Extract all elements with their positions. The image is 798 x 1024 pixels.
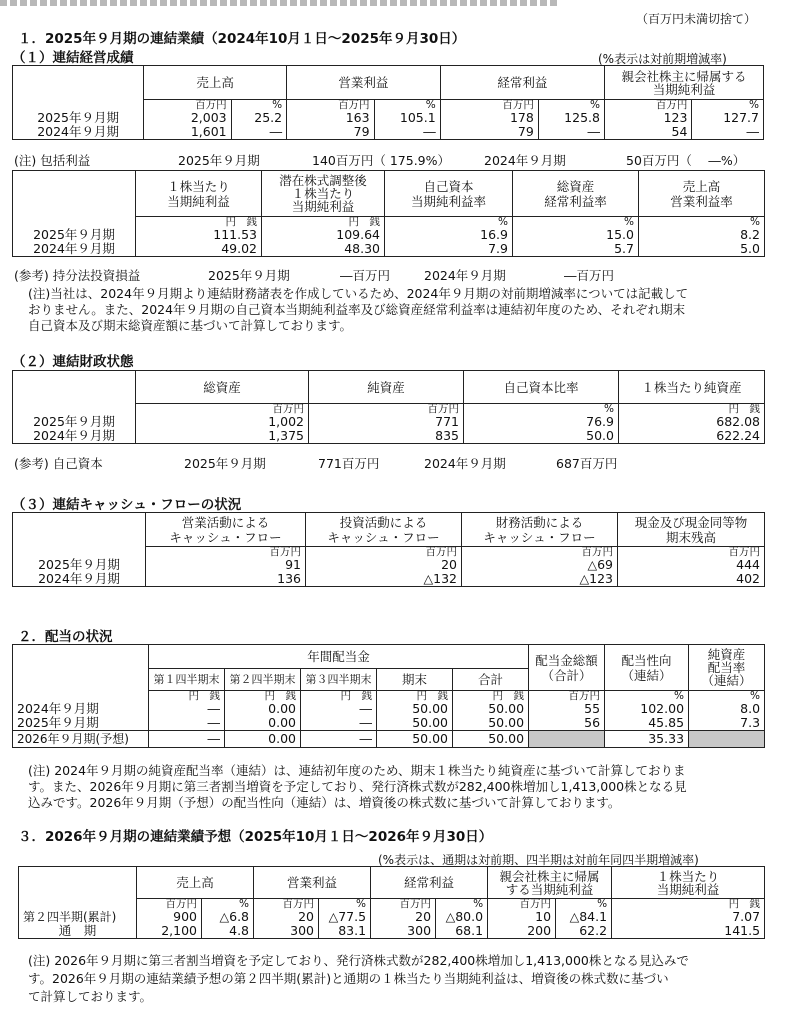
unit: 円 銭 [225, 691, 301, 703]
value-cell: 0.00 [225, 702, 301, 716]
value-cell: 68.1 [436, 924, 488, 939]
header-eps: １株当たり 当期純利益 [612, 867, 765, 899]
unit: 円 銭 [136, 217, 262, 229]
value-cell: ― [149, 716, 225, 731]
value-cell: 300 [254, 924, 319, 939]
header-dividend-on-equity: 純資産 配当率 （連結） [689, 645, 765, 691]
unit-note: （百万円未満切捨て） [636, 12, 757, 26]
value-cell: 444 [618, 558, 765, 572]
own-capital-year2: 2024年９月期 [424, 456, 506, 471]
unit: % [692, 100, 764, 112]
s1-note-line1: (注)当社は、2024年９月期より連結財務諸表を作成しているため、2024年９月期の対前期増減率については記載して [28, 286, 689, 301]
header-investing-cf: 投資活動による キャッシュ・フロー [306, 513, 462, 547]
value-cell: 50.00 [453, 702, 529, 716]
value-cell: 102.00 [605, 702, 689, 716]
value-cell: 105.1 [374, 111, 440, 125]
header-diluted-eps: 潜在株式調整後 １株当たり 当期純利益 [262, 171, 385, 217]
header-total-assets: 総資産 [136, 371, 309, 404]
value-cell-shaded [689, 731, 765, 748]
value-cell: 900 [137, 910, 202, 924]
comprehensive-income-value1: 140百万円（ 175.9%） [312, 153, 450, 168]
row-label: 2025年９月期 [13, 415, 136, 429]
row-label: 2024年９月期 [13, 572, 146, 587]
header-operating-income: 営業利益 [254, 867, 371, 899]
equity-method-year1: 2025年９月期 [208, 268, 290, 283]
unit: 百万円 [306, 547, 462, 559]
header-total: 合計 [453, 669, 529, 691]
section1-title: １．2025年９月期の連結業績（2024年10月１日～2025年９月30日） [18, 31, 466, 47]
header-ordinary-income: 経常利益 [371, 867, 488, 899]
value-cell: 178 [440, 111, 538, 125]
unit: 百万円 [488, 899, 556, 911]
unit: % [374, 100, 440, 112]
value-cell: 111.53 [136, 228, 262, 242]
value-cell: 25.2 [231, 111, 286, 125]
value-cell: 682.08 [619, 415, 765, 429]
s2-note-line1: (注) 2024年９月期の純資産配当率（連結）は、連結初年度のため、期末１株当たり純資産に基づいて計算しておりま [28, 763, 686, 778]
value-cell: 50.00 [453, 731, 529, 748]
value-cell: 16.9 [385, 228, 513, 242]
unit: % [605, 691, 689, 703]
value-cell: 2,100 [137, 924, 202, 939]
equity-method-year2: 2024年９月期 [424, 268, 506, 283]
forecast-table [18, 866, 765, 939]
header-net-income-parent: 親会社株主に帰属 する当期純利益 [488, 867, 612, 899]
value-cell: 402 [618, 572, 765, 587]
value-cell: 20 [254, 910, 319, 924]
value-cell: 48.30 [262, 242, 385, 257]
value-cell: 163 [287, 111, 374, 125]
unit: % [689, 691, 765, 703]
value-cell: 7.07 [612, 910, 765, 924]
value-cell: ― [374, 125, 440, 140]
value-cell: 1,002 [136, 415, 309, 429]
value-cell: 0.00 [225, 731, 301, 748]
value-cell: 0.00 [225, 716, 301, 731]
comprehensive-income-value2: 50百万円（ ―%） [626, 153, 746, 168]
dividend-table [12, 644, 765, 748]
value-cell: △69 [462, 558, 618, 572]
own-capital-value2: 687百万円 [556, 456, 618, 471]
value-cell: 127.7 [692, 111, 764, 125]
value-cell: 83.1 [319, 924, 371, 939]
header-roe: 自己資本 当期純利益率 [385, 171, 513, 217]
value-cell: 76.9 [464, 415, 619, 429]
value-cell: ― [231, 125, 286, 140]
value-cell: 56 [529, 716, 605, 731]
value-cell: 62.2 [556, 924, 612, 939]
value-cell: 7.3 [689, 716, 765, 731]
equity-method-label: (参考) 持分法投資損益 [14, 268, 141, 283]
header-net-income-parent: 親会社株主に帰属する 当期純利益 [604, 66, 763, 100]
value-cell: 771 [309, 415, 464, 429]
value-cell: 50.0 [464, 429, 619, 444]
unit: % [538, 100, 604, 112]
per-share-table [12, 170, 765, 257]
value-cell: 79 [287, 125, 374, 140]
row-label: 2024年９月期 [13, 125, 144, 140]
unit: 円 銭 [453, 691, 529, 703]
value-cell-shaded [529, 731, 605, 748]
unit: % [231, 100, 286, 112]
value-cell: 8.0 [689, 702, 765, 716]
value-cell: 91 [146, 558, 306, 572]
s2-note-line2: す。また、2026年９月期に第三者割当増資を予定しており、発行済株式数が282,400株増加し1,413,000株となる見 [28, 779, 687, 794]
header-operating-margin: 売上高 営業利益率 [639, 171, 765, 217]
header-operating-cf: 営業活動による キャッシュ・フロー [146, 513, 306, 547]
unit: % [464, 404, 619, 416]
value-cell: 622.24 [619, 429, 765, 444]
unit: 円 銭 [377, 691, 453, 703]
value-cell: △80.0 [436, 910, 488, 924]
header-ordinary-income: 経常利益 [440, 66, 604, 100]
value-cell: ― [149, 702, 225, 716]
unit: % [513, 217, 639, 229]
header-roa: 総資産 経常利益率 [513, 171, 639, 217]
value-cell: 2,003 [144, 111, 231, 125]
row-label: 2026年９月期(予想) [13, 731, 149, 748]
unit: 百万円 [287, 100, 374, 112]
unit: % [639, 217, 765, 229]
section3-title: ３．2026年９月期の連結業績予想（2025年10月１日～2026年９月30日） [18, 829, 493, 845]
header-net-assets: 純資産 [309, 371, 464, 404]
subsection-operating-results: （１）連結経営成績 [12, 50, 134, 66]
value-cell: 10 [488, 910, 556, 924]
s3-note-line2: す。2026年９月期の連結業績予想の第２四半期(累計)と通期の１株当たり当期純利益は、増資後の株式数に基づい [28, 971, 669, 986]
value-cell: 50.00 [377, 716, 453, 731]
unit: 百万円 [144, 100, 231, 112]
value-cell: 49.02 [136, 242, 262, 257]
header-bps: １株当たり純資産 [619, 371, 765, 404]
unit: 百万円 [618, 547, 765, 559]
header-year-end: 期末 [377, 669, 453, 691]
equity-method-value1: ―百万円 [340, 268, 391, 283]
unit: 百万円 [371, 899, 436, 911]
value-cell: 45.85 [605, 716, 689, 731]
unit: % [436, 899, 488, 911]
value-cell: △6.8 [202, 910, 254, 924]
value-cell: 125.8 [538, 111, 604, 125]
s3-note-line1: (注) 2026年９月期に第三者割当増資を予定しており、発行済株式数が282,400株増加し1,413,000株となる見込みで [28, 953, 689, 968]
row-label: 2025年９月期 [13, 558, 146, 572]
value-cell: 50.00 [453, 716, 529, 731]
value-cell: △84.1 [556, 910, 612, 924]
operating-results-table [12, 65, 764, 140]
value-cell: 8.2 [639, 228, 765, 242]
own-capital-value1: 771百万円 [318, 456, 380, 471]
section2-title: ２．配当の状況 [18, 629, 113, 645]
value-cell: 20 [306, 558, 462, 572]
unit: 百万円 [254, 899, 319, 911]
header-cash-end: 現金及び現金同等物 期末残高 [618, 513, 765, 547]
row-label: 通 期 [19, 924, 137, 939]
unit: 百万円 [604, 100, 691, 112]
own-capital-label: (参考) 自己資本 [14, 456, 103, 471]
unit: 円 銭 [301, 691, 377, 703]
value-cell: ― [538, 125, 604, 140]
row-label: 2024年９月期 [13, 429, 136, 444]
value-cell: 54 [604, 125, 691, 140]
s1-note-line3: 自己資本及び期末総資産額に基づいて計算しております。 [28, 318, 353, 333]
unit: 百万円 [146, 547, 306, 559]
unit: 円 銭 [149, 691, 225, 703]
unit: 円 銭 [619, 404, 765, 416]
s3-note-line3: て計算しております。 [28, 989, 153, 1004]
value-cell: 141.5 [612, 924, 765, 939]
value-cell: 50.00 [377, 731, 453, 748]
unit: % [556, 899, 612, 911]
value-cell: 4.8 [202, 924, 254, 939]
value-cell: 35.33 [605, 731, 689, 748]
value-cell: 5.0 [639, 242, 765, 257]
unit: 百万円 [136, 404, 309, 416]
subsection-cash-flow: （３）連結キャッシュ・フローの状況 [12, 497, 242, 513]
cropped-header-strip [0, 0, 560, 6]
corner-cell [13, 66, 144, 100]
value-cell: 109.64 [262, 228, 385, 242]
value-cell: 136 [146, 572, 306, 587]
value-cell: 20 [371, 910, 436, 924]
header-sales: 売上高 [144, 66, 287, 100]
header-equity-ratio: 自己資本比率 [464, 371, 619, 404]
row-label: 2025年９月期 [13, 228, 136, 242]
unit: % [202, 899, 254, 911]
value-cell: 50.00 [377, 702, 453, 716]
pct-note: (%表示は対前期増減率) [598, 52, 727, 66]
value-cell: 1,601 [144, 125, 231, 140]
value-cell: ― [301, 716, 377, 731]
unit: 百万円 [462, 547, 618, 559]
header-sales: 売上高 [137, 867, 254, 899]
forecast-pct-note: (%表示は、通期は対前期、四半期は対前年同四半期増減率) [378, 853, 699, 867]
value-cell: 5.7 [513, 242, 639, 257]
unit: 百万円 [309, 404, 464, 416]
row-label: 2024年９月期 [13, 242, 136, 257]
header-total-dividend: 配当金総額 （合計） [529, 645, 605, 691]
value-cell: ― [301, 702, 377, 716]
comprehensive-income-year1: 2025年９月期 [178, 153, 260, 168]
comprehensive-income-label: (注) 包括利益 [14, 153, 91, 168]
unit: % [385, 217, 513, 229]
value-cell: 55 [529, 702, 605, 716]
cash-flow-table [12, 512, 765, 587]
value-cell: 15.0 [513, 228, 639, 242]
header-eps: １株当たり 当期純利益 [136, 171, 262, 217]
comprehensive-income-year2: 2024年９月期 [484, 153, 566, 168]
value-cell: △132 [306, 572, 462, 587]
value-cell: 79 [440, 125, 538, 140]
financial-position-table [12, 370, 765, 444]
unit: 百万円 [137, 899, 202, 911]
header-annual-dividend: 年間配当金 [149, 645, 529, 669]
header-financing-cf: 財務活動による キャッシュ・フロー [462, 513, 618, 547]
header-q1-end: 第１四半期末 [149, 669, 225, 691]
unit: % [319, 899, 371, 911]
value-cell: ― [692, 125, 764, 140]
header-q3-end: 第３四半期末 [301, 669, 377, 691]
row-label: 2024年９月期 [13, 702, 149, 716]
header-payout-ratio: 配当性向 （連結） [605, 645, 689, 691]
own-capital-year1: 2025年９月期 [184, 456, 266, 471]
s2-note-line3: 込みです。2026年９月期（予想）の配当性向（連結）は、増資後の株式数に基づいて計算しております。 [28, 795, 621, 810]
value-cell: 200 [488, 924, 556, 939]
value-cell: 1,375 [136, 429, 309, 444]
unit: 百万円 [529, 691, 605, 703]
value-cell: ― [301, 731, 377, 748]
row-label: 2025年９月期 [13, 716, 149, 731]
header-q2-end: 第２四半期末 [225, 669, 301, 691]
unit: 円 銭 [262, 217, 385, 229]
equity-method-value2: ―百万円 [564, 268, 615, 283]
row-label: 第２四半期(累計) [19, 910, 137, 924]
subsection-financial-position: （２）連結財政状態 [12, 354, 134, 370]
s1-note-line2: おりません。また、2024年９月期の自己資本当期純利益率及び総資産経常利益率は連結初年度のため、それぞれ期末 [28, 302, 686, 317]
value-cell: 7.9 [385, 242, 513, 257]
value-cell: △123 [462, 572, 618, 587]
value-cell: △77.5 [319, 910, 371, 924]
value-cell: ― [149, 731, 225, 748]
value-cell: 123 [604, 111, 691, 125]
value-cell: 300 [371, 924, 436, 939]
value-cell: 835 [309, 429, 464, 444]
unit: 百万円 [440, 100, 538, 112]
unit: 円 銭 [612, 899, 765, 911]
row-label: 2025年９月期 [13, 111, 144, 125]
header-operating-income: 営業利益 [287, 66, 441, 100]
